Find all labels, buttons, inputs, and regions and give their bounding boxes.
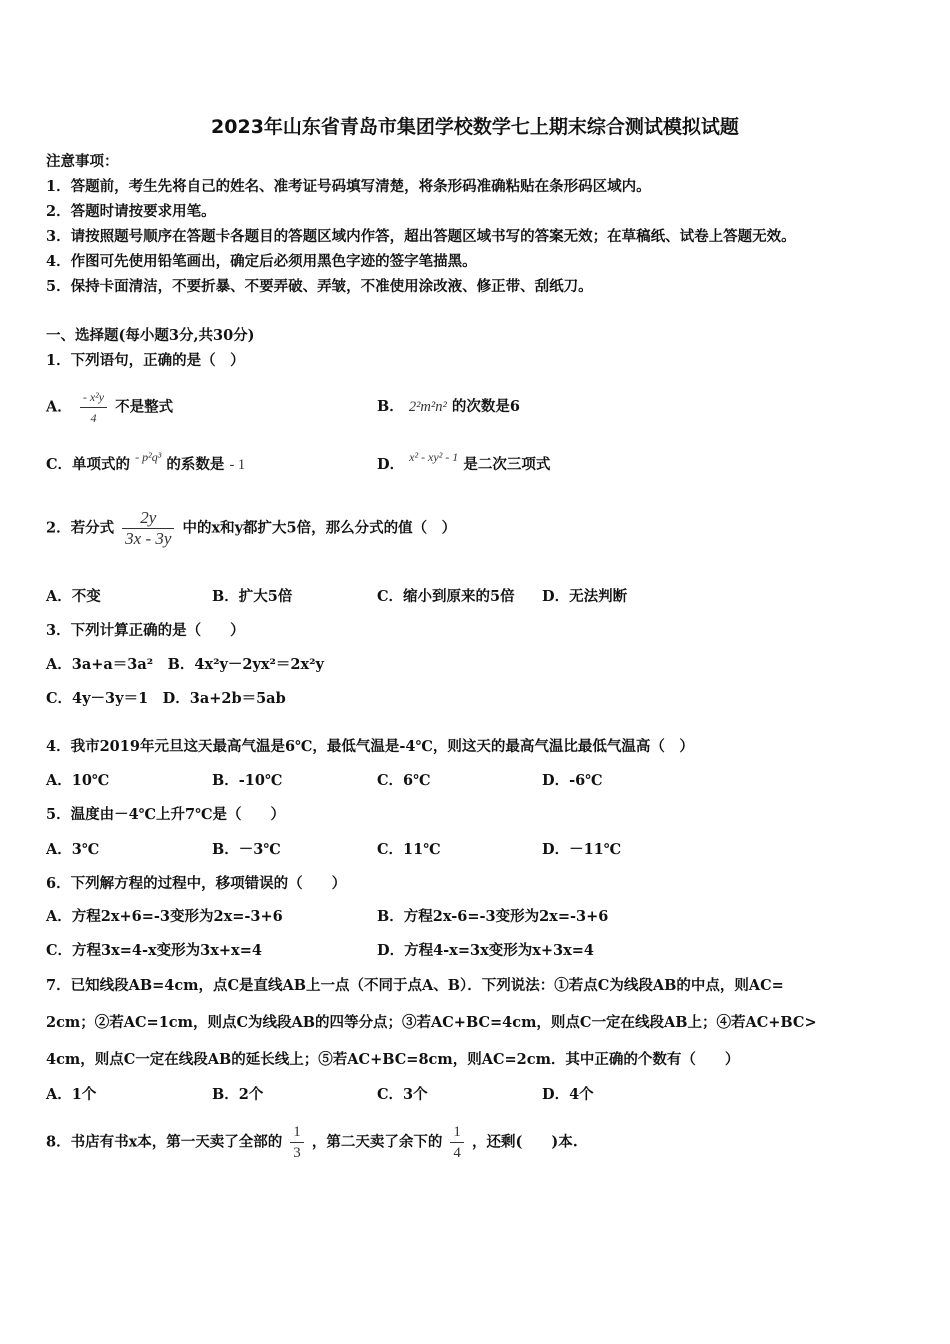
q5-option: D．－11℃ (542, 841, 622, 858)
fraction (290, 1122, 304, 1163)
q4-option: D．-6℃ (542, 772, 603, 789)
q2-option: B．扩大5倍 (212, 588, 293, 605)
q7-option: B．2个 (212, 1086, 264, 1103)
option-text: 不是整式 (115, 398, 174, 416)
fraction-denominator: 4 (90, 411, 97, 425)
q4-option: B．-10℃ (212, 772, 283, 789)
q5-option: A．3℃ (46, 841, 100, 858)
math-expression: x² - xy² - 1 (409, 450, 459, 464)
stem-text: ，第二天卖了余下的 (311, 1133, 443, 1151)
stem-text: ，还剩( )本. (471, 1133, 578, 1151)
q5-option: C．11℃ (377, 841, 441, 858)
q1-option-d (377, 450, 551, 475)
q6-stem: 6．下列解方程的过程中，移项错误的（ ） (46, 875, 347, 892)
q6-option: B．方程2x-6=-3变形为2x=-3+6 (377, 908, 609, 925)
q1-option-b (377, 397, 520, 417)
q6-option: A．方程2x+6=-3变形为2x=-3+6 (46, 908, 283, 925)
notice-item: 5．保持卡面清洁，不要折暴、不要弄破、弄皱，不准使用涂改液、修正带、刮纸刀。 (46, 278, 593, 295)
fraction-numerator: 1 (290, 1122, 304, 1143)
fraction (80, 387, 107, 428)
q7-stem-line: 7．已知线段AB=4cm，点C是直线AB上一点（不同于点A、B）．下列说法：①若点C为线段AB的中点，则AC= (46, 977, 784, 994)
math-expression: 2²m²n² (408, 399, 447, 415)
q3-stem: 3．下列计算正确的是（ ） (46, 622, 245, 639)
fraction-denominator: 3x - 3y (125, 529, 172, 548)
math-expression: - p²q³ (135, 450, 162, 464)
q4-stem: 4．我市2019年元旦这天最高气温是6℃，最低气温是-4℃，则这天的最高气温比最低气温高（ ） (46, 738, 694, 755)
option-text: 的系数是 (166, 456, 225, 473)
notice-item: 3．请按照题号顺序在答题卡各题目的答题区域内作答，超出答题区域书写的答案无效；在草稿纸、试卷上答题无效。 (46, 228, 796, 245)
option-label: B． (377, 398, 404, 415)
option-label: C．单项式的 (46, 456, 131, 473)
math-value: - 1 (229, 457, 246, 473)
q6-option: C．方程3x=4-x变形为3x+x=4 (46, 942, 262, 959)
q7-stem-line: 2cm；②若AC=1cm，则点C为线段AB的四等分点；③若AC+BC=4cm，则点C一定在线段AB上；④若AC+BC> (46, 1014, 817, 1031)
q2-option: D．无法判断 (542, 588, 628, 605)
fraction-numerator: 1 (450, 1122, 464, 1143)
q1-option-a (46, 387, 173, 428)
fraction-denominator: 3 (293, 1145, 301, 1161)
q1-option-c (46, 450, 246, 475)
q1-stem: 1．下列语句，正确的是（ ） (46, 352, 245, 369)
q7-option: A．1个 (46, 1086, 97, 1103)
q6-option: D．方程4-x=3x变形为x+3x=4 (377, 942, 594, 959)
q7-option: D．4个 (542, 1086, 594, 1103)
q5-stem: 5．温度由－4℃上升7℃是（ ） (46, 806, 286, 823)
notice-item: 1．答题前，考生先将自己的姓名、准考证号码填写清楚，将条形码准确粘贴在条形码区域内。 (46, 178, 651, 195)
fraction-numerator: - x²y (80, 387, 107, 408)
q2-stem (46, 508, 456, 549)
q4-option: A．10℃ (46, 772, 110, 789)
stem-text: 中的x和y都扩大5倍，那么分式的值（ ） (182, 519, 457, 537)
option-text: 的次数是6 (451, 398, 520, 415)
q4-option: C．6℃ (377, 772, 431, 789)
fraction (450, 1122, 464, 1163)
fraction (122, 508, 174, 549)
stem-text: 2．若分式 (46, 519, 115, 537)
q7-stem-line: 4cm，则点C一定在线段AB的延长线上；⑤若AC+BC=8cm，则AC=2cm．其中正确的个数有（ ） (46, 1051, 740, 1068)
q2-option: C．缩小到原来的5倍 (377, 588, 515, 605)
q3-options-line: A．3a+a＝3a² B．4x²y－2yx²＝2x²y (46, 656, 324, 673)
option-label: A． (46, 398, 72, 416)
q3-options-line: C．4y－3y＝1 D．3a+2b＝5ab (46, 690, 286, 707)
option-label: D． (377, 456, 405, 473)
page-title: 2023年山东省青岛市集团学校数学七上期末综合测试模拟试题 (211, 116, 739, 138)
section-heading: 一、选择题(每小题3分,共30分) (46, 327, 255, 344)
fraction-denominator: 4 (453, 1145, 461, 1161)
q8-stem (46, 1122, 578, 1163)
q2-option: A．不变 (46, 588, 101, 605)
fraction-numerator: 2y (122, 508, 174, 529)
notice-item: 2．答题时请按要求用笔。 (46, 203, 216, 220)
option-text: 是二次三项式 (463, 456, 551, 473)
q7-option: C．3个 (377, 1086, 428, 1103)
notice-heading: 注意事项： (46, 153, 119, 170)
notice-item: 4．作图可先使用铅笔画出，确定后必须用黑色字迹的签字笔描黑。 (46, 253, 477, 270)
stem-text: 8．书店有书x本，第一天卖了全部的 (46, 1133, 283, 1151)
q5-option: B．－3℃ (212, 841, 281, 858)
